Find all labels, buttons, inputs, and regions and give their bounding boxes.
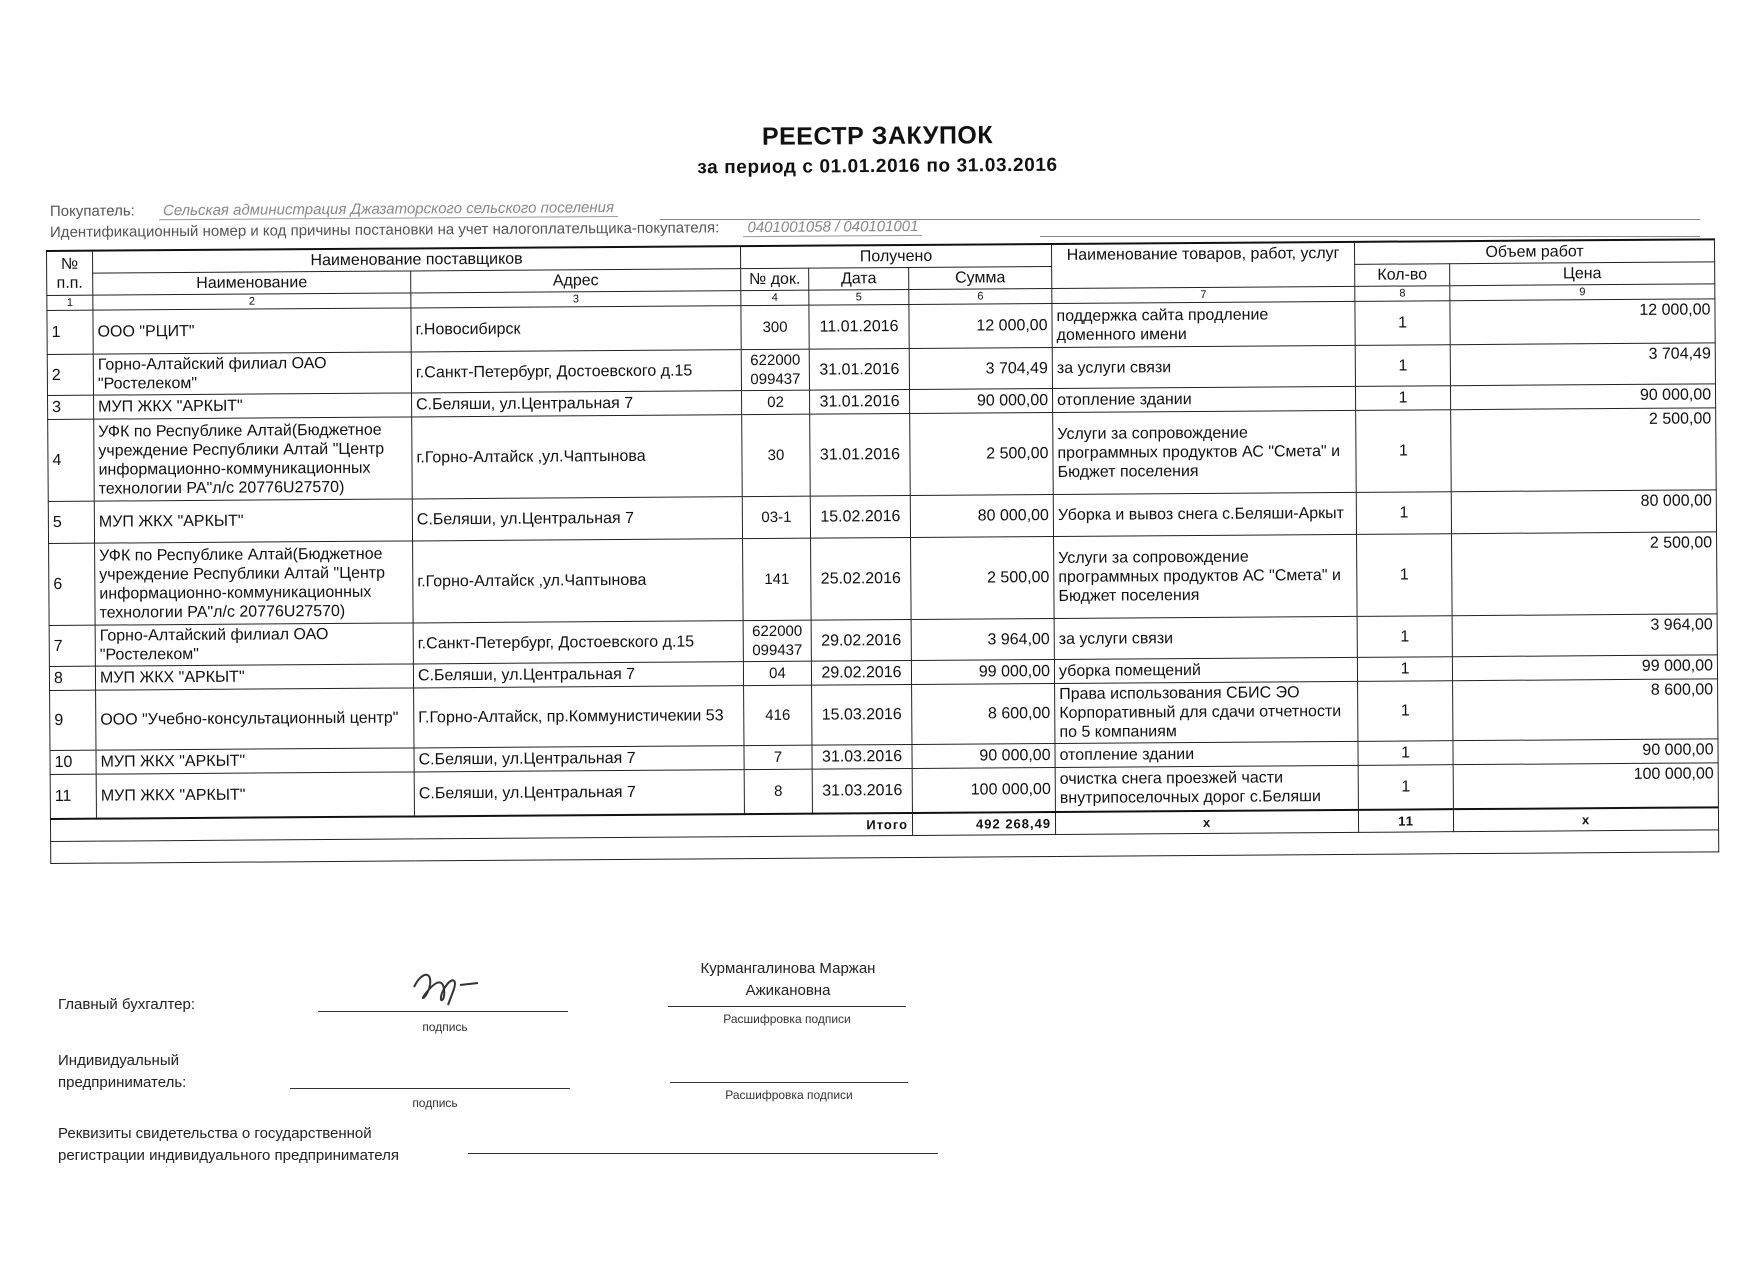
requisites-label: Реквизиты свидетельства о государственной регистрации индивидуального предпринимателя xyxy=(58,1125,400,1164)
ip-signature-caption: подпись xyxy=(412,1096,458,1110)
document-title: РЕЕСТР ЗАКУПОК xyxy=(761,121,994,151)
supplier-name: МУП ЖКХ "АРКЫТ" xyxy=(95,664,413,690)
doc-date: 31.01.2016 xyxy=(810,413,911,496)
row-num: 11 xyxy=(50,774,96,818)
colnum-1: 1 xyxy=(47,295,93,310)
doc-sum: 90 000,00 xyxy=(912,743,1055,768)
inn-value: 0401001058 / 040101001 xyxy=(743,218,922,237)
qty-value: 1 xyxy=(1356,492,1451,535)
colnum-4: 4 xyxy=(741,290,809,305)
doc-number: 7 xyxy=(744,745,812,769)
colnum-5: 5 xyxy=(809,289,909,305)
supplier-address: г.Новосибирск xyxy=(411,306,741,352)
qty-value: 1 xyxy=(1355,345,1450,387)
doc-number: 04 xyxy=(743,661,811,685)
table-row xyxy=(48,408,1717,502)
colnum-2: 2 xyxy=(93,293,411,310)
col-docno-header: № док. xyxy=(741,268,809,290)
colnum-7: 7 xyxy=(1052,286,1355,303)
col-name-header: Наименование xyxy=(93,271,411,295)
qty-value: 1 xyxy=(1357,657,1452,682)
total-goods: x xyxy=(1055,809,1358,834)
goods-name: уборка помещений xyxy=(1054,657,1357,683)
chief-signature-line xyxy=(318,1011,568,1012)
supplier-address: С.Беляши, ул.Центральная 7 xyxy=(412,391,742,417)
row-num: 3 xyxy=(48,395,94,419)
doc-date: 11.01.2016 xyxy=(809,304,909,349)
doc-date: 29.02.2016 xyxy=(811,619,911,661)
colnum-8: 8 xyxy=(1355,286,1450,302)
total-label: Итого xyxy=(50,812,912,841)
supplier-address: С.Беляши, ул.Центральная 7 xyxy=(414,770,744,816)
row-num: 2 xyxy=(47,354,93,395)
supplier-name: Горно-Алтайский филиал ОАО "Ростелеком" xyxy=(93,352,411,395)
qty-value: 1 xyxy=(1357,534,1453,617)
doc-number: 03-1 xyxy=(742,496,810,538)
doc-number: 416 xyxy=(744,685,812,745)
doc-number: 141 xyxy=(743,538,812,620)
row-num: 10 xyxy=(50,750,96,774)
qty-value: 1 xyxy=(1358,681,1453,742)
doc-number: 8 xyxy=(744,769,812,813)
doc-date: 29.02.2016 xyxy=(811,660,911,685)
col-qty-header: Кол-во xyxy=(1355,264,1450,287)
col-price-header: Цена xyxy=(1450,262,1715,286)
total-qty: 11 xyxy=(1358,809,1453,832)
qty-value: 1 xyxy=(1357,616,1452,658)
chief-decode-line xyxy=(668,1006,906,1007)
price-value: 90 000,00 xyxy=(1451,384,1716,410)
row-num: 1 xyxy=(47,310,93,354)
price-value: 100 000,00 xyxy=(1453,763,1718,809)
doc-sum: 2 500,00 xyxy=(910,412,1054,495)
price-value: 3 964,00 xyxy=(1452,614,1717,657)
price-value: 90 000,00 xyxy=(1453,739,1718,765)
table-row xyxy=(49,532,1718,626)
doc-date: 15.02.2016 xyxy=(810,495,910,538)
supplier-name: УФК по Республике Алтай(Бюджетное учреждение Республики Алтай "Центр информационно-коммуникационных технологии РА"л/с 20776U27570) xyxy=(94,417,413,501)
doc-sum: 100 000,00 xyxy=(912,767,1055,812)
total-price: x xyxy=(1453,807,1718,831)
buyer-value: Сельская администрация Джазаторского сельского поселения xyxy=(159,199,618,220)
supplier-name: Горно-Алтайский филиал ОАО "Ростелеком" xyxy=(95,623,413,666)
doc-date: 15.03.2016 xyxy=(812,684,912,745)
doc-date: 25.02.2016 xyxy=(811,537,912,620)
col-suppliers-header: Наименование поставщиков xyxy=(93,246,741,273)
supplier-name: ООО "Учебно-консультационный центр" xyxy=(96,688,414,750)
doc-sum: 8 600,00 xyxy=(912,683,1055,744)
qty-value: 1 xyxy=(1355,301,1450,346)
purchase-register-table xyxy=(46,238,1719,863)
goods-name: Права использования СБИС ЭО Корпоративный для сдачи отчетности по 5 компаниям xyxy=(1055,681,1358,743)
doc-number: 300 xyxy=(741,305,809,349)
price-value: 2 500,00 xyxy=(1451,408,1717,492)
ip-label: Индивидуальный предприниматель: xyxy=(58,1052,187,1091)
price-value: 3 704,49 xyxy=(1450,343,1715,386)
supplier-name: МУП ЖКХ "АРКЫТ" xyxy=(96,748,414,774)
colnum-6: 6 xyxy=(909,288,1052,304)
supplier-name: ООО "РЦИТ" xyxy=(93,308,411,354)
requisites-line xyxy=(468,1153,938,1154)
col-sum-header: Сумма xyxy=(909,266,1052,289)
price-value: 99 000,00 xyxy=(1452,655,1717,681)
total-sum: 492 268,49 xyxy=(912,811,1055,834)
ip-decode-line xyxy=(670,1082,908,1083)
doc-date: 31.03.2016 xyxy=(812,744,912,769)
buyer-row xyxy=(50,199,618,220)
doc-number: 02 xyxy=(741,390,809,414)
doc-date: 31.01.2016 xyxy=(809,389,909,414)
col-address-header: Адрес xyxy=(411,269,741,293)
supplier-address: г.Санкт-Петербург, Достоевского д.15 xyxy=(411,350,741,393)
goods-name: Уборка и вывоз снега с.Беляши-Аркыт xyxy=(1053,492,1356,536)
row-num: 4 xyxy=(48,419,95,501)
doc-number: 622000 099437 xyxy=(741,349,809,390)
ip-signature-line xyxy=(290,1088,570,1089)
goods-name: поддержка сайта продление доменного имени xyxy=(1052,301,1355,347)
qty-value: 1 xyxy=(1356,386,1451,411)
qty-value: 1 xyxy=(1358,741,1453,766)
supplier-name: УФК по Республике Алтай(Бюджетное учреждение Республики Алтай "Центр информационно-коммуникационных технологии РА"л/с 20776U27570) xyxy=(95,541,414,625)
chief-accountant-label: Главный бухгалтер: xyxy=(58,996,196,1013)
doc-date: 31.03.2016 xyxy=(812,768,912,813)
col-num-header: № п.п. xyxy=(47,251,93,296)
supplier-address: г.Санкт-Петербург, Достоевского д.15 xyxy=(413,621,743,664)
handwritten-signature xyxy=(408,965,488,1009)
chief-accountant-name: Курмангалинова Маржан Ажикановна xyxy=(700,960,876,999)
row-num: 6 xyxy=(49,543,96,625)
goods-name: за услуги связи xyxy=(1052,345,1355,388)
supplier-name: МУП ЖКХ "АРКЫТ" xyxy=(94,393,412,419)
colnum-9: 9 xyxy=(1450,284,1715,301)
doc-number: 622000 099437 xyxy=(743,620,811,661)
inn-row xyxy=(50,218,923,241)
col-goods-header: Наименование товаров, работ, услуг xyxy=(1052,242,1355,289)
col-date-header: Дата xyxy=(809,267,909,290)
qty-value: 1 xyxy=(1358,765,1453,810)
doc-sum: 2 500,00 xyxy=(911,536,1055,619)
doc-sum: 3 964,00 xyxy=(911,618,1054,660)
goods-name: отопление здании xyxy=(1053,386,1356,412)
doc-sum: 90 000,00 xyxy=(909,388,1052,413)
col-received-header: Получено xyxy=(740,244,1051,269)
price-value: 80 000,00 xyxy=(1451,490,1716,534)
doc-sum: 80 000,00 xyxy=(910,494,1053,537)
row-num: 9 xyxy=(50,690,96,750)
col-volume-header: Объем работ xyxy=(1355,239,1715,264)
price-value: 12 000,00 xyxy=(1450,299,1715,345)
row-num: 8 xyxy=(49,666,95,690)
inn-underline xyxy=(1040,236,1700,237)
buyer-label: Покупатель: xyxy=(49,202,135,220)
doc-sum: 99 000,00 xyxy=(911,659,1054,684)
ip-decode-caption: Расшифровка подписи xyxy=(725,1088,853,1102)
goods-name: отопление здании xyxy=(1055,741,1358,767)
qty-value: 1 xyxy=(1356,410,1452,493)
price-value: 2 500,00 xyxy=(1452,532,1718,616)
supplier-address: г.Горно-Алтайск ,ул.Чаптынова xyxy=(412,415,743,499)
supplier-name: МУП ЖКХ "АРКЫТ" xyxy=(96,772,414,818)
supplier-address: С.Беляши, ул.Центральная 7 xyxy=(414,746,744,772)
goods-name: Услуги за сопровождение программных продуктов АС "Смета" и Бюджет поселения xyxy=(1054,534,1358,618)
supplier-address: С.Беляши, ул.Центральная 7 xyxy=(412,497,742,541)
doc-date: 31.01.2016 xyxy=(809,348,909,390)
inn-label: Идентификационный номер и код причины постановки на учет налогоплательщика-покупателя: xyxy=(49,219,720,241)
colnum-3: 3 xyxy=(411,291,741,308)
supplier-address: С.Беляши, ул.Центральная 7 xyxy=(413,662,743,688)
price-value: 8 600,00 xyxy=(1453,679,1718,741)
goods-name: за услуги связи xyxy=(1054,616,1357,659)
doc-sum: 12 000,00 xyxy=(909,303,1052,348)
doc-sum: 3 704,49 xyxy=(909,347,1052,389)
supplier-name: МУП ЖКХ "АРКЫТ" xyxy=(94,499,412,543)
goods-name: Услуги за сопровождение программных продуктов АС "Смета" и Бюджет поселения xyxy=(1053,410,1357,494)
row-num: 7 xyxy=(49,625,95,666)
chief-decode-caption: Расшифровка подписи xyxy=(723,1012,851,1026)
chief-signature-caption: подпись xyxy=(422,1020,468,1034)
document-period: за период с 01.01.2016 по 31.03.2016 xyxy=(697,154,1058,179)
supplier-address: г.Горно-Алтайск ,ул.Чаптынова xyxy=(413,539,744,623)
row-num: 5 xyxy=(48,501,94,543)
doc-number: 30 xyxy=(742,414,811,496)
goods-name: очистка снега проезжей части внутрипоселочных дорог с.Беляши xyxy=(1055,765,1358,811)
supplier-address: Г.Горно-Алтайск, пр.Коммунистичекии 53 xyxy=(414,686,744,748)
